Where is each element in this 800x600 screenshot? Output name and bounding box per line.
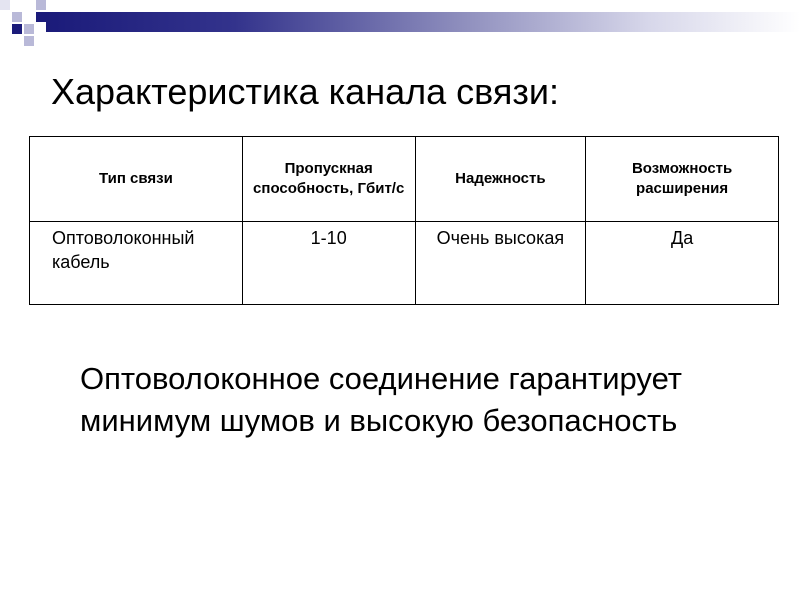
- table-header-cell: Надежность: [415, 137, 586, 222]
- table-header-cell: Возможность расширения: [586, 137, 779, 222]
- table-row: [30, 222, 779, 305]
- table-cell: 1-10: [242, 222, 415, 305]
- banner-square: [12, 12, 22, 22]
- banner-square: [12, 24, 22, 34]
- banner-square: [24, 12, 34, 22]
- body-paragraph: Оптоволоконное соединение гарантирует минимум шумов и высокую безопасность: [80, 361, 682, 438]
- banner-square: [36, 0, 46, 10]
- channel-spec-table: [29, 136, 779, 305]
- table-cell: Оптоволоконный кабель: [30, 222, 243, 305]
- table-cell: Да: [586, 222, 779, 305]
- banner-square: [36, 12, 46, 22]
- table-cell: Очень высокая: [415, 222, 586, 305]
- table-header-row: [30, 137, 779, 222]
- banner-gradient-bar: [46, 12, 800, 32]
- decorative-banner: [0, 0, 800, 50]
- banner-square: [0, 0, 10, 10]
- table-header-cell: Пропускная способность, Гбит/с: [242, 137, 415, 222]
- banner-square: [24, 24, 34, 34]
- slide-title: Характеристика канала связи:: [51, 71, 559, 112]
- table-header-cell: Тип связи: [30, 137, 243, 222]
- banner-square: [24, 36, 34, 46]
